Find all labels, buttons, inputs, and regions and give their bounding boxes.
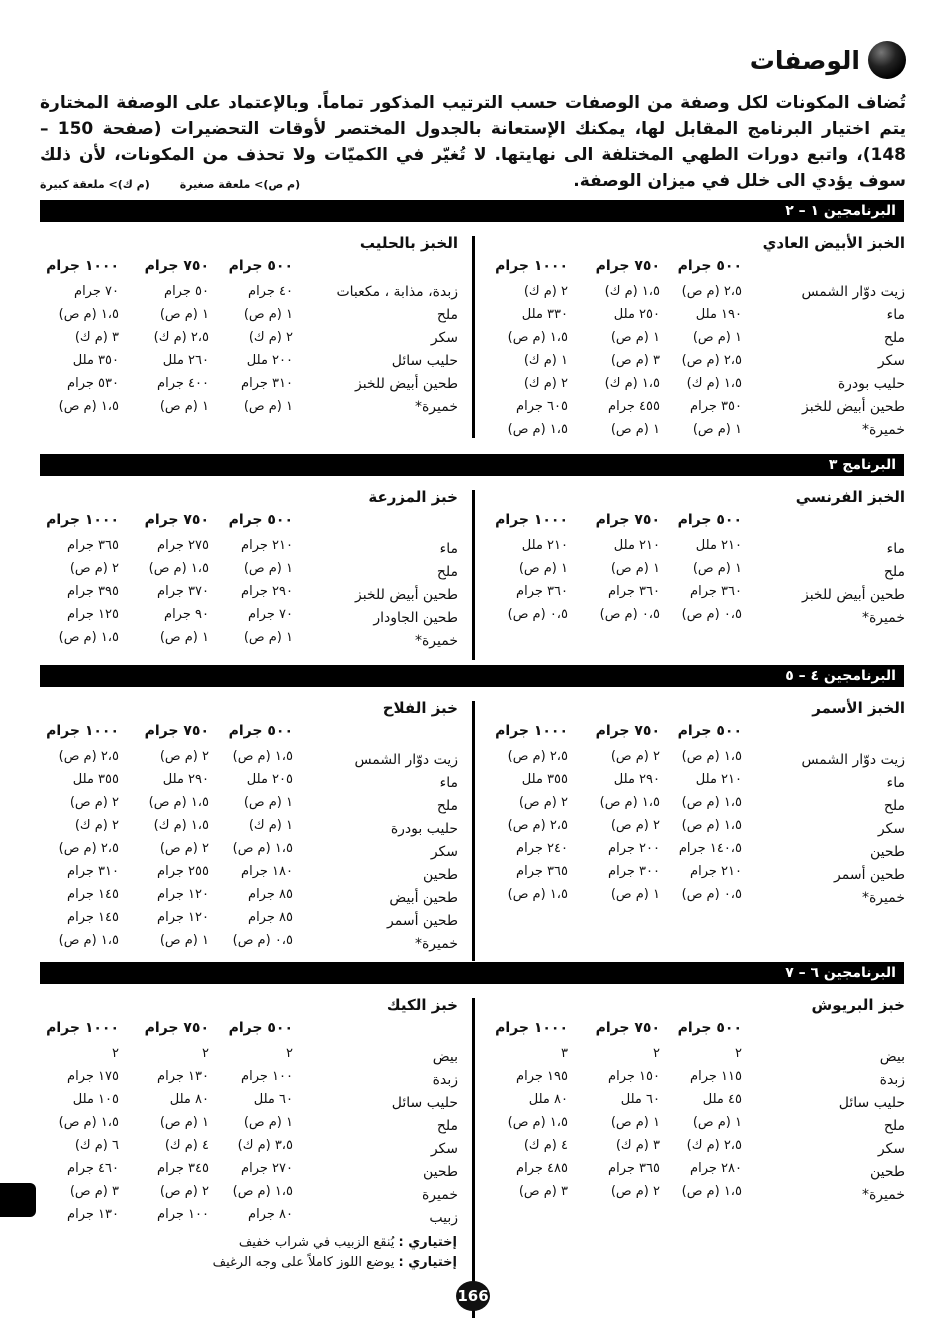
ingredient-amount: ١ (م ص) <box>692 422 742 437</box>
weight-header: ١٠٠٠ جرام <box>495 512 568 528</box>
ingredient-amount: ٢٨٠ جرام <box>690 1161 742 1176</box>
title-text: الوصفات <box>749 45 860 75</box>
ingredient-label: ماء <box>439 541 458 557</box>
ingredient-label: بيض <box>879 1049 905 1065</box>
ingredient-amount: ٣ (م ص) <box>69 1184 119 1199</box>
weight-header: ٧٥٠ جرام <box>144 723 209 739</box>
ingredient-amount: ٢ (م ك) <box>523 376 568 391</box>
weight-header: ٧٥٠ جرام <box>144 512 209 528</box>
ingredient-amount: ١ (م ص) <box>243 399 293 414</box>
ingredient-amount: ٠،٥ (م ص) <box>681 887 742 902</box>
ingredient-amount: ٣١٠ جرام <box>241 376 293 391</box>
recipe-title: خبز البريوش <box>811 996 905 1014</box>
ingredient-amount: ١ (م ص) <box>610 422 660 437</box>
ingredient-label: ملح <box>436 564 458 580</box>
ingredient-label: طحين أسمر <box>387 913 458 929</box>
recipe-title: الخبز الفرنسي <box>795 488 905 506</box>
weight-header: ٧٥٠ جرام <box>595 512 660 528</box>
ingredient-amount: ١ (م ص) <box>692 561 742 576</box>
column-divider <box>472 998 475 1318</box>
ingredient-amount: ٢ (م ص) <box>518 795 568 810</box>
ingredient-amount: ٣٤٥ جرام <box>157 1161 209 1176</box>
ingredient-amount: ٣٦٥ جرام <box>516 864 568 879</box>
ingredient-amount: ٢،٥ (م ك) <box>686 1138 742 1153</box>
recipe-title: خبز المزرعة <box>368 488 458 506</box>
program-bar: البرنامجين ٤ – ٥ <box>40 665 904 687</box>
ingredient-amount: ٣٦٥ جرام <box>608 1161 660 1176</box>
ingredient-amount: ١،٥ (م ص) <box>681 749 742 764</box>
ingredient-amount: ٢،٥ (م ص) <box>681 353 742 368</box>
ingredient-amount: ٥٣٠ جرام <box>67 376 119 391</box>
ingredient-amount: ٣ (م ك) <box>74 330 119 345</box>
ingredient-amount: ٣٥٠ جرام <box>690 399 742 414</box>
ingredient-amount: ١،٥ (م ص) <box>58 307 119 322</box>
ingredient-label: حليب سائل <box>838 1095 905 1111</box>
ingredient-amount: ١ (م ص) <box>518 561 568 576</box>
ingredient-amount: ١٢٠ جرام <box>157 910 209 925</box>
ingredient-amount: ٦ (م ك) <box>74 1138 119 1153</box>
recipe-title: خبز الكيك <box>386 996 458 1014</box>
ingredient-amount: ٨٠ جرام <box>248 1207 293 1222</box>
ingredient-label: زيت دوّار الشمس <box>801 284 905 300</box>
ingredient-amount: ٢،٥ (م ص) <box>507 818 568 833</box>
ingredient-amount: ١ (م ص) <box>692 330 742 345</box>
ingredient-label: زيت دوّار الشمس <box>354 752 458 768</box>
ingredient-amount: ٤٥٥ جرام <box>608 399 660 414</box>
ingredient-amount: ١،٥ (م ص) <box>507 887 568 902</box>
ingredient-amount: ٤٠٠ جرام <box>157 376 209 391</box>
ingredient-label: طحين أبيض للخبز <box>354 587 458 603</box>
ingredient-amount: ٢ (م ص) <box>610 818 660 833</box>
ingredient-amount: ٢٩٠ ملل <box>162 772 209 787</box>
ingredient-label: خميرة* <box>861 1187 905 1203</box>
ingredient-amount: ٤٥ ملل <box>702 1092 742 1107</box>
ingredient-amount: ٢ <box>735 1046 742 1061</box>
ingredient-amount: ١،٥ (م ك) <box>153 818 209 833</box>
ingredient-amount: ١٤٥ جرام <box>67 887 119 902</box>
ingredient-amount: ١ (م ص) <box>159 307 209 322</box>
ingredient-label: حليب بودرة <box>837 376 905 392</box>
ingredient-amount: ٣ (م ك) <box>615 1138 660 1153</box>
bullet-ball-icon <box>868 41 906 79</box>
ingredient-amount: ١١٥ جرام <box>690 1069 742 1084</box>
ingredient-amount: ٣٦٠ جرام <box>690 584 742 599</box>
ingredient-amount: ١٣٠ جرام <box>67 1207 119 1222</box>
ingredient-amount: ٤ (م ك) <box>164 1138 209 1153</box>
ingredient-amount: ١،٥ (م ص) <box>58 1115 119 1130</box>
ingredient-amount: ٧٠ جرام <box>74 284 119 299</box>
ingredient-amount: ١،٥ (م ص) <box>58 933 119 948</box>
ingredient-label: طحين <box>422 1164 458 1180</box>
weight-header: ١٠٠٠ جرام <box>495 723 568 739</box>
ingredient-amount: ١،٥ (م ص) <box>507 422 568 437</box>
ingredient-label: طحين أبيض للخبز <box>801 399 905 415</box>
ingredient-label: خميرة* <box>414 399 458 415</box>
ingredient-label: خميرة* <box>861 610 905 626</box>
ingredient-label: طحين <box>869 1164 905 1180</box>
ingredient-amount: ٢١٠ جرام <box>241 538 293 553</box>
ingredient-amount: ٢،٥ (م ص) <box>507 749 568 764</box>
ingredient-amount: ٨٠ ملل <box>169 1092 209 1107</box>
ingredient-amount: ٢٧٥ جرام <box>157 538 209 553</box>
ingredient-amount: ٣٥٥ ملل <box>521 772 568 787</box>
page-title <box>750 38 906 82</box>
ingredient-label: سكر <box>430 330 458 346</box>
ingredient-amount: ١،٥ (م ص) <box>58 399 119 414</box>
ingredient-label: زبدة، مذابة ، مكعبات <box>336 284 458 300</box>
ingredient-amount: ١ (م ص) <box>610 330 660 345</box>
ingredient-amount: ٢٩٠ ملل <box>613 772 660 787</box>
ingredient-amount: ٤ (م ك) <box>523 1138 568 1153</box>
ingredient-amount: ٢٥٠ ملل <box>613 307 660 322</box>
ingredient-amount: ٣٥٠ ملل <box>72 353 119 368</box>
ingredient-amount: ٣٧٠ جرام <box>157 584 209 599</box>
column-divider <box>472 701 475 961</box>
ingredient-amount: ٢٦٠ ملل <box>162 353 209 368</box>
weight-header: ٥٠٠ جرام <box>228 512 293 528</box>
ingredient-amount: ٢ <box>286 1046 293 1061</box>
ingredient-amount: ٨٥ جرام <box>248 910 293 925</box>
ingredient-label: خميرة <box>421 1187 458 1203</box>
ingredient-amount: ١،٥ (م ص) <box>232 1184 293 1199</box>
ingredient-amount: ١،٥ (م ص) <box>681 818 742 833</box>
ingredient-label: ملح <box>883 798 905 814</box>
weight-header: ١٠٠٠ جرام <box>46 258 119 274</box>
optional-note <box>239 1235 457 1250</box>
ingredient-label: سكر <box>877 821 905 837</box>
ingredient-label: ملح <box>883 564 905 580</box>
ingredient-amount: ٦٠ ملل <box>620 1092 660 1107</box>
ingredient-amount: ١٩٠ ملل <box>695 307 742 322</box>
weight-header: ١٠٠٠ جرام <box>46 1020 119 1036</box>
weight-header: ٥٠٠ جرام <box>677 258 742 274</box>
program-bar: البرنامجين ١ – ٢ <box>40 200 904 222</box>
weight-header: ٧٥٠ جرام <box>595 258 660 274</box>
ingredient-amount: ٠،٥ (م ص) <box>681 607 742 622</box>
ingredient-amount: ٢ (م ص) <box>610 1184 660 1199</box>
weight-header: ٧٥٠ جرام <box>144 258 209 274</box>
ingredient-amount: ١،٥ (م ص) <box>148 795 209 810</box>
program-bar: البرنامج ٣ <box>40 454 904 476</box>
weight-header: ٧٥٠ جرام <box>595 1020 660 1036</box>
ingredient-label: زبدة <box>432 1072 458 1088</box>
ingredient-label: ملح <box>883 330 905 346</box>
recipe-title: الخبز بالحليب <box>359 234 458 252</box>
ingredient-amount: ١،٥ (م ص) <box>681 1184 742 1199</box>
ingredient-amount: ٢١٠ ملل <box>613 538 660 553</box>
weight-header: ٥٠٠ جرام <box>677 512 742 528</box>
ingredient-amount: ١ (م ص) <box>159 1115 209 1130</box>
ingredient-amount: ١٤٠،٥ جرام <box>678 841 742 856</box>
legend-small-spoon: (م ص)> ملعقة صغيرة <box>179 178 301 191</box>
weight-header: ٥٠٠ جرام <box>677 1020 742 1036</box>
ingredient-label: سكر <box>430 844 458 860</box>
ingredient-amount: ١ (م ص) <box>243 561 293 576</box>
ingredient-amount: ٢٤٠ جرام <box>516 841 568 856</box>
ingredient-label: طحين أبيض للخبز <box>801 587 905 603</box>
ingredient-label: سكر <box>877 353 905 369</box>
ingredient-amount: ٠،٥ (م ص) <box>599 607 660 622</box>
ingredient-amount: ١٧٥ جرام <box>67 1069 119 1084</box>
ingredient-amount: ٣،٥ (م ك) <box>237 1138 293 1153</box>
weight-header: ٧٥٠ جرام <box>144 1020 209 1036</box>
ingredient-amount: ٢ (م ص) <box>159 1184 209 1199</box>
ingredient-amount: ٢٠٠ ملل <box>246 353 293 368</box>
ingredient-amount: ٣ (م ص) <box>518 1184 568 1199</box>
ingredient-amount: ١٠٠ جرام <box>241 1069 293 1084</box>
ingredient-amount: ١ (م ص) <box>243 307 293 322</box>
ingredient-amount: ٢ (م ك) <box>523 284 568 299</box>
page-number: 166 <box>456 1281 490 1311</box>
ingredient-label: سكر <box>877 1141 905 1157</box>
ingredient-amount: ١،٥ (م ص) <box>58 630 119 645</box>
ingredient-amount: ١،٥ (م ك) <box>604 376 660 391</box>
ingredient-amount: ٢ (م ص) <box>69 561 119 576</box>
column-divider <box>472 490 475 660</box>
ingredient-label: خميرة* <box>414 633 458 649</box>
ingredient-amount: ٢ <box>202 1046 209 1061</box>
ingredient-label: طحين أبيض <box>389 890 458 906</box>
ingredient-amount: ١،٥ (م ص) <box>232 841 293 856</box>
weight-header: ١٠٠٠ جرام <box>495 258 568 274</box>
optional-label: إختياري : <box>398 1255 457 1270</box>
optional-note <box>213 1255 457 1270</box>
ingredient-amount: ١٢٠ جرام <box>157 887 209 902</box>
ingredient-amount: ٣٦٠ جرام <box>608 584 660 599</box>
ingredient-label: ماء <box>886 541 905 557</box>
ingredient-amount: ١ (م ك) <box>523 353 568 368</box>
ingredient-amount: ٢٠٥ ملل <box>246 772 293 787</box>
ingredient-amount: ١ (م ص) <box>610 887 660 902</box>
ingredient-label: طحين أبيض للخبز <box>354 376 458 392</box>
recipe-title: الخبز الأبيض العادي <box>762 234 905 252</box>
weight-header: ١٠٠٠ جرام <box>46 512 119 528</box>
ingredient-amount: ٣٦٥ جرام <box>67 538 119 553</box>
ingredient-amount: ١،٥ (م ص) <box>507 330 568 345</box>
weight-header: ٥٠٠ جرام <box>228 723 293 739</box>
ingredient-amount: ٤٨٥ جرام <box>516 1161 568 1176</box>
ingredient-label: سكر <box>430 1141 458 1157</box>
ingredient-amount: ٣ <box>561 1046 568 1061</box>
ingredient-amount: ٢ (م ص) <box>159 749 209 764</box>
ingredient-amount: ٨٠ ملل <box>528 1092 568 1107</box>
ingredient-amount: ٢٠٠ جرام <box>608 841 660 856</box>
ingredient-amount: ١ (م ص) <box>243 1115 293 1130</box>
ingredient-label: ماء <box>886 775 905 791</box>
optional-text: يوضع اللوز كاملاً على وجه الرغيف <box>212 1255 399 1270</box>
ingredient-amount: ٢ (م ص) <box>159 841 209 856</box>
ingredient-amount: ٤٦٠ جرام <box>67 1161 119 1176</box>
ingredient-amount: ٠،٥ (م ص) <box>232 933 293 948</box>
ingredient-amount: ١،٥ (م ص) <box>681 795 742 810</box>
ingredient-amount: ٢١٠ ملل <box>695 772 742 787</box>
ingredient-amount: ٧٠ جرام <box>248 607 293 622</box>
ingredient-amount: ٨٥ جرام <box>248 887 293 902</box>
ingredient-amount: ٢ (م ص) <box>610 749 660 764</box>
ingredient-label: طحين <box>422 867 458 883</box>
ingredient-amount: ٢٧٠ جرام <box>241 1161 293 1176</box>
ingredient-label: حليب سائل <box>391 1095 458 1111</box>
ingredient-amount: ٣١٠ جرام <box>67 864 119 879</box>
ingredient-amount: ٣٠٠ جرام <box>608 864 660 879</box>
ingredient-amount: ٢١٠ ملل <box>521 538 568 553</box>
recipe-title: الخبز الأسمر <box>812 699 905 717</box>
weight-header: ١٠٠٠ جرام <box>46 723 119 739</box>
ingredient-amount: ١٠٥ ملل <box>72 1092 119 1107</box>
weight-header: ٥٠٠ جرام <box>677 723 742 739</box>
ingredient-amount: ٣٣٠ ملل <box>521 307 568 322</box>
ingredient-label: زبيب <box>429 1210 458 1226</box>
ingredient-label: طحين <box>869 844 905 860</box>
ingredient-amount: ٢٥٥ جرام <box>157 864 209 879</box>
ingredient-amount: ٢١٠ ملل <box>695 538 742 553</box>
intro-paragraph: تُضاف المكونات لكل وصفة من الوصفات حسب الترتيب المذكور تماماً. وبالإعتماد على الوصفة المختارة يتم اختيار البرنامج المقابل لها، يمكنك الإستعانة بالجدول المختصر لأوقات التحضيرات (صفحة 150 – 148)، واتبع دورات الطهي المختلفة الى نهايتها. لا تُغيّر في الكميّات ولا تحذف من المكونات، لأن ذلك سوف يؤدي الى خلل في ميزان الوصفة. <box>40 93 906 191</box>
ingredient-label: ملح <box>436 307 458 323</box>
ingredient-amount: ١،٥ (م ك) <box>604 284 660 299</box>
ingredient-amount: ٣٥٥ ملل <box>72 772 119 787</box>
optional-text: يُنقع الزبيب في شراب خفيف <box>238 1235 399 1250</box>
ingredient-amount: ٢ (م ص) <box>69 795 119 810</box>
recipe-title: خبز الفلاح <box>382 699 458 717</box>
ingredient-label: طحين أسمر <box>834 867 905 883</box>
ingredient-amount: ٢،٥ (م ص) <box>58 841 119 856</box>
ingredient-amount: ٣ (م ص) <box>610 353 660 368</box>
ingredient-amount: ١٨٠ جرام <box>241 864 293 879</box>
ingredient-amount: ٢ <box>653 1046 660 1061</box>
ingredient-amount: ١ (م ك) <box>248 818 293 833</box>
ingredient-label: ماء <box>886 307 905 323</box>
optional-label: إختياري : <box>398 1235 457 1250</box>
ingredient-label: ماء <box>439 775 458 791</box>
ingredient-amount: ١ (م ص) <box>610 561 660 576</box>
ingredient-label: طحين الجاودار <box>373 610 458 626</box>
ingredient-label: زبدة <box>879 1072 905 1088</box>
ingredient-amount: ٢ <box>112 1046 119 1061</box>
ingredient-amount: ١٥٠ جرام <box>608 1069 660 1084</box>
weight-header: ١٠٠٠ جرام <box>495 1020 568 1036</box>
ingredient-label: ملح <box>436 1118 458 1134</box>
ingredient-amount: ٢٩٠ جرام <box>241 584 293 599</box>
ingredient-amount: ٢،٥ (م ص) <box>58 749 119 764</box>
ingredient-amount: ١ (م ص) <box>159 933 209 948</box>
ingredient-amount: ٢،٥ (م ص) <box>681 284 742 299</box>
ingredient-amount: ٠،٥ (م ص) <box>507 607 568 622</box>
ingredient-label: بيض <box>432 1049 458 1065</box>
ingredient-amount: ٢ (م ك) <box>248 330 293 345</box>
ingredient-label: حليب سائل <box>391 353 458 369</box>
weight-header: ٥٠٠ جرام <box>228 1020 293 1036</box>
ingredient-label: زيت دوّار الشمس <box>801 752 905 768</box>
ingredient-amount: ١٤٥ جرام <box>67 910 119 925</box>
weight-header: ٥٠٠ جرام <box>228 258 293 274</box>
ingredient-amount: ١،٥ (م ص) <box>232 749 293 764</box>
ingredient-amount: ١،٥ (م ص) <box>599 795 660 810</box>
ingredient-label: خميرة* <box>861 422 905 438</box>
ingredient-amount: ٤٠ جرام <box>248 284 293 299</box>
ingredient-amount: ٦٠ ملل <box>253 1092 293 1107</box>
ingredient-amount: ٣٦٠ جرام <box>516 584 568 599</box>
ingredient-amount: ١ (م ص) <box>159 399 209 414</box>
ingredient-amount: ٦٠٥ جرام <box>516 399 568 414</box>
column-divider <box>472 236 475 438</box>
ingredient-amount: ٣٩٥ جرام <box>67 584 119 599</box>
ingredient-amount: ١٣٠ جرام <box>157 1069 209 1084</box>
legend-large-spoon: (م ك)> ملعقة كبيرة <box>40 178 150 191</box>
ingredient-amount: ١ (م ص) <box>159 630 209 645</box>
ingredient-amount: ١ (م ص) <box>243 630 293 645</box>
ingredient-amount: ٢١٠ جرام <box>690 864 742 879</box>
ingredient-label: حليب بودرة <box>390 821 458 837</box>
legend <box>40 178 340 191</box>
ingredient-amount: ٥٠ جرام <box>164 284 209 299</box>
ingredient-amount: ١٢٥ جرام <box>67 607 119 622</box>
ingredient-label: خميرة* <box>414 936 458 952</box>
ingredient-amount: ١،٥ (م ك) <box>686 376 742 391</box>
ingredient-label: ملح <box>883 1118 905 1134</box>
weight-header: ٧٥٠ جرام <box>595 723 660 739</box>
ingredient-amount: ٩٠ جرام <box>164 607 209 622</box>
ingredient-amount: ٢ (م ك) <box>74 818 119 833</box>
ingredient-label: ملح <box>436 798 458 814</box>
ingredient-amount: ١،٥ (م ص) <box>507 1115 568 1130</box>
ingredient-amount: ١ (م ص) <box>610 1115 660 1130</box>
ingredient-amount: ١٩٥ جرام <box>516 1069 568 1084</box>
side-tab-marker <box>0 1183 36 1217</box>
program-bar: البرنامجين ٦ – ٧ <box>40 962 904 984</box>
ingredient-amount: ١٠٠ جرام <box>157 1207 209 1222</box>
ingredient-label: خميرة* <box>861 890 905 906</box>
ingredient-amount: ١،٥ (م ص) <box>148 561 209 576</box>
ingredient-amount: ١ (م ص) <box>692 1115 742 1130</box>
ingredient-amount: ٢،٥ (م ك) <box>153 330 209 345</box>
ingredient-amount: ١ (م ص) <box>243 795 293 810</box>
